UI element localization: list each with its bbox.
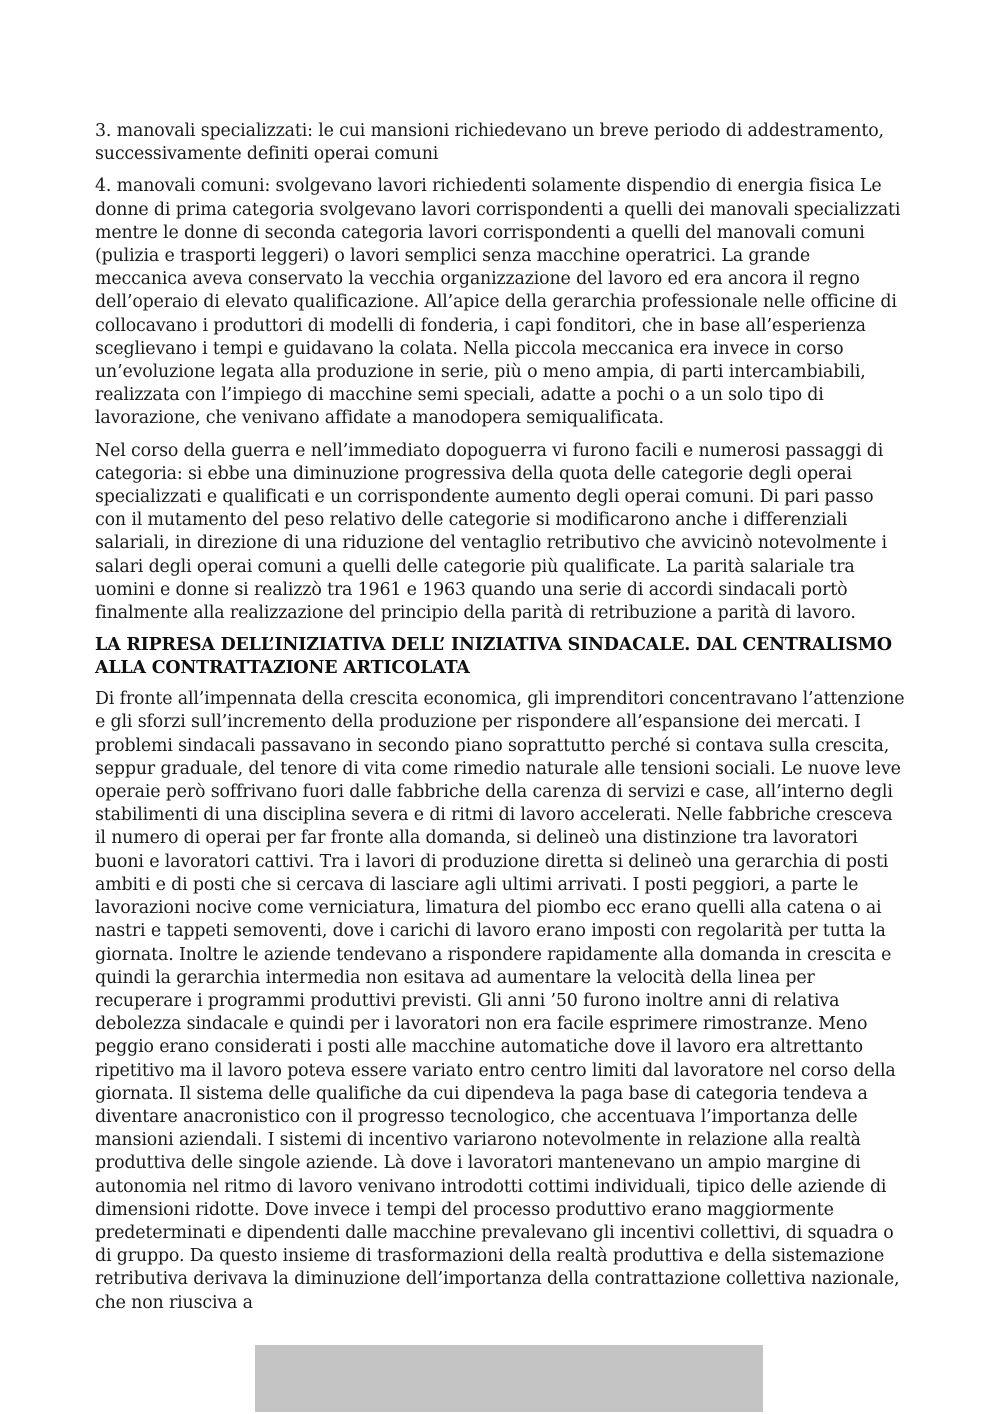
- footer-gray-box: [255, 1345, 763, 1412]
- section-heading: LA RIPRESA DELL’INIZIATIVA DELL’ INIZIATIVA SINDACALE. DAL CENTRALISMO ALLA CONTRATTAZIONE ARTICOLATA: [95, 635, 892, 679]
- document-page: [95, 120, 907, 1324]
- paragraph-crescita-economica: Di fronte all’impennata della crescita economica, gli imprenditori concentravano l’attenzione e gli sforzi sull’incremento della produzione per rispondere all’espansione dei mercati. I problemi sindacali passavano in secondo piano soprattutto perché si contava sulla crescita, seppur graduale, del tenore di vita come rimedio naturale alle tensioni sociali. Le nuove leve operaie però soffrivano fuori dalle fabbriche della carenza di servizi e case, all’interno degli stabilimenti di una disciplina severa e di ritmi di lavoro accelerati. Nelle fabbriche cresceva il numero di operai per far fronte alla domanda, si delineò una distinzione tra lavoratori buoni e lavoratori cattivi. Tra i lavori di produzione diretta si delineò una gerarchia di posti ambiti e di posti che si cercava di lasciare agli ultimi arrivati. I posti peggiori, a parte le lavorazioni nocive come verniciatura, limatura del piombo ecc erano quelli alla catena o ai nastri e tappeti semoventi, dove i carichi di lavoro erano imposti con regolarità per tutta la giornata. Inoltre le aziende tendevano a rispondere rapidamente alla domanda in crescita e quindi la gerarchia intermedia non esitava ad aumentare la velocità della linea per recuperare i programmi produttivi previsti. Gli anni ’50 furono inoltre anni di relativa debolezza sindacale e quindi per i lavoratori non era facile esprimere rimostranze. Meno peggio erano considerati i posti alle macchine automatiche dove il lavoro era altrettanto ripetitivo ma il lavoro poteva essere variato entro centro limiti dal lavoratore nel corso della giornata. Il sistema delle qualifiche da cui dipendeva la paga base di categoria tendeva a diventare anacronistico con il progresso tecnologico, che accentuava l’importanza delle mansioni aziendali. I sistemi di incentivo variarono notevolmente in relazione alla realtà produttiva delle singole aziende. Là dove i lavoratori mantenevano un ampio margine di autonomia nel ritmo di lavoro venivano introdotti cottimi individuali, tipico delle aziende di dimensioni ridotte. Dove invece i tempi del processo produttivo erano maggiormente predeterminati e dipendenti dalle macchine prevalevano gli incentivi collettivi, di squadra o di gruppo. Da questo insieme di trasformazioni della realtà produttiva e della sistemazione retributiva derivava la diminuzione dell’importanza della contrattazione collettiva nazionale, che non riusciva a: [95, 689, 905, 1313]
- paragraph-manovali-specializzati: 3. manovali specializzati: le cui mansioni richiedevano un breve periodo di addestramento, successivamente definiti operai comuni: [95, 121, 884, 165]
- paragraph-guerra-dopoguerra: Nel corso della guerra e nell’immediato dopoguerra vi furono facili e numerosi passaggi di categoria: si ebbe una diminuzione progressiva della quota delle categorie degli operai specializzati e qualificati e un corrispondente aumento degli operai comuni. Di pari passo con il mutamento del peso relativo delle categorie si modificarono anche i differenziali salariali, in direzione di una riduzione del ventaglio retributivo che avvicinò notevolmente i salari degli operai comuni a quelli delle categorie più qualificate. La parità salariale tra uomini e donne si realizzò tra 1961 e 1963 quando una serie di accordi sindacali portò finalmente alla realizzazione del principio della parità di retribuzione a parità di lavoro.: [95, 440, 887, 624]
- paragraph-manovali-comuni: 4. manovali comuni: svolgevano lavori richiedenti solamente dispendio di energia fisica Le donne di prima categoria svolgevano lavori corrispondenti a quelli dei manovali specializzati mentre le donne di seconda categoria lavori corrispondenti a quelli del manovali comuni (pulizia e trasporti leggeri) o lavori semplici senza macchine operatrici. La grande meccanica aveva conservato la vecchia organizzazione del lavoro ed era ancora il regno dell’operaio di elevato qualificazione. All’apice della gerarchia professionale nelle officine di collocavano i produttori di modelli di fonderia, i capi fonditori, che in base all’esperienza sceglievano i tempi e guidavano la colata. Nella piccola meccanica era invece in corso un’evoluzione legata alla produzione in serie, più o meno ampia, di parti intercambiabili, realizzata con l’impiego di macchine semi speciali, adatte a pochi o a un solo tipo di lavorazione, che venivano affidate a manodopera semiqualificata.: [95, 176, 901, 429]
